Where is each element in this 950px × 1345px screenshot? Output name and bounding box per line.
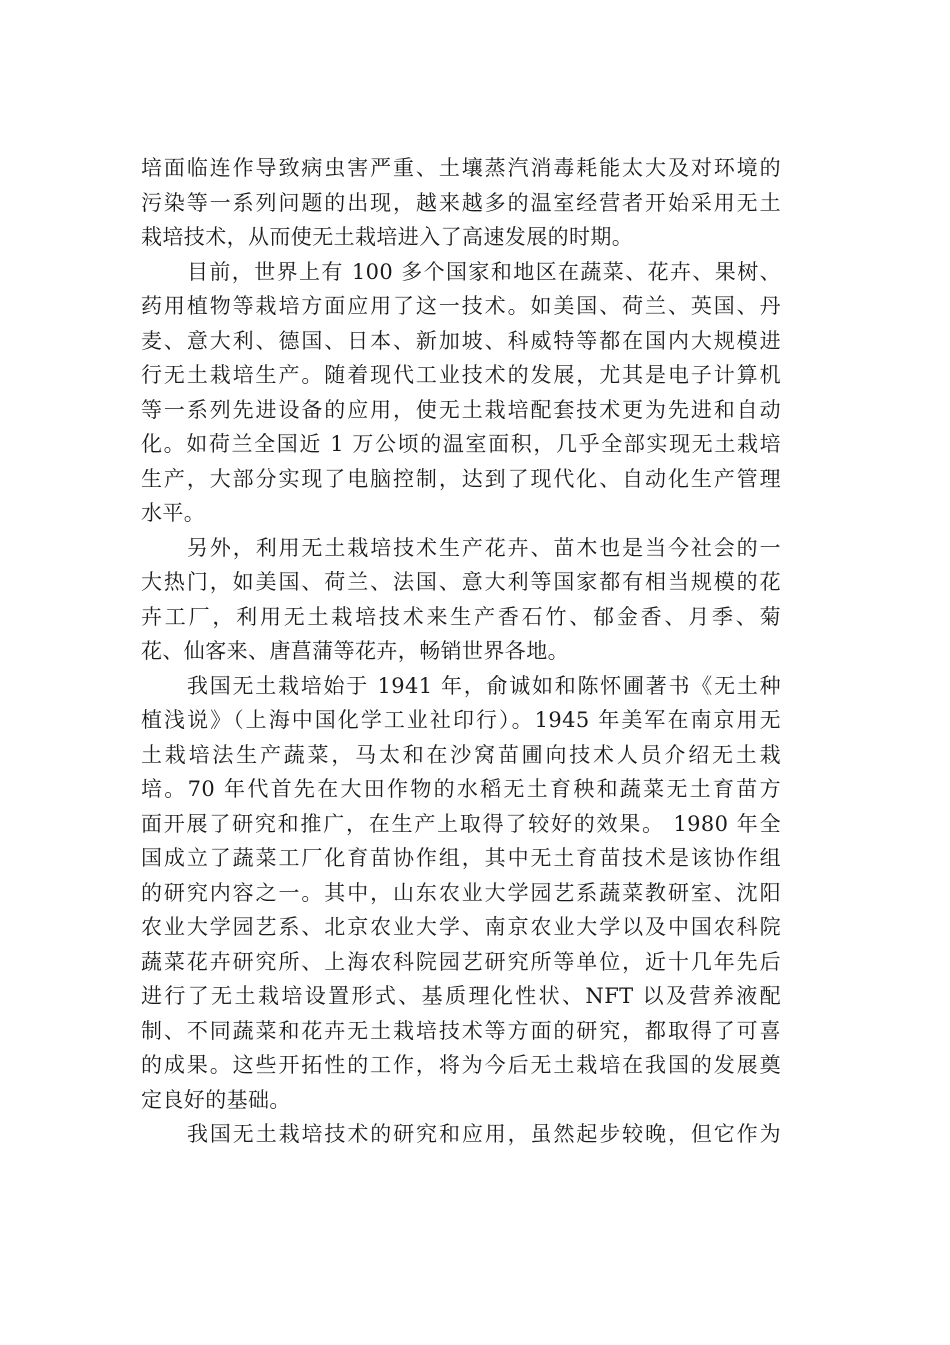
text-line: 麦、意大利、德国、日本、新加坡、科威特等都在国内大规模进 [141,328,781,353]
text-line: 土栽培法生产蔬菜，马太和在沙窝苗圃向技术人员介绍无土栽 [141,742,781,767]
text-line: 的成果。这些开拓性的工作，将为今后无土栽培在我国的发展奠 [141,1053,781,1077]
text-line: 另外，利用无土栽培技术生产花卉、苗木也是当今社会的一 [187,535,781,560]
text-line: 化。如荷兰全国近 1 万公顷的温室面积，几乎全部实现无土栽培 [141,432,781,456]
text-line: 栽培技术，从而使无土栽培进入了高速发展的时期。 [141,225,634,249]
text-line: 目前，世界上有 100 多个国家和地区在蔬菜、花卉、果树、 [187,259,781,284]
text-line: 我国无土栽培始于 1941 年，俞诚如和陈怀圃著书《无土种 [187,673,781,698]
text-line: 的研究内容之一。其中，山东农业大学园艺系蔬菜教研室、沈阳 [141,880,781,905]
text-line: 水平。 [141,501,206,525]
body-text [141,151,781,1152]
text-line: 制、不同蔬菜和花卉无土栽培技术等方面的研究，都取得了可喜 [141,1018,781,1043]
text-line: 卉工厂，利用无土栽培技术来生产香石竹、郁金香、月季、菊 [141,604,781,629]
text-line: 我国无土栽培技术的研究和应用，虽然起步较晚，但它作为 [187,1122,781,1146]
text-line: 大热门，如美国、荷兰、法国、意大利等国家都有相当规模的花 [141,570,781,594]
text-line: 培面临连作导致病虫害严重、土壤蒸汽消毒耗能太大及对环境的 [141,156,781,180]
text-line: 培。70 年代首先在大田作物的水稻无土育秧和蔬菜无土育苗方 [141,777,781,801]
text-line: 污染等一系列问题的出现，越来越多的温室经营者开始采用无土 [141,190,781,215]
text-line: 植浅说》（上海中国化学工业社印行）。1945 年美军在南京用无 [141,708,781,732]
text-line: 农业大学园艺系、北京农业大学、南京农业大学以及中国农科院 [141,915,781,939]
text-line: 进行了无土栽培设置形式、基质理化性状、NFT 以及营养液配 [141,984,781,1008]
text-line: 生产，大部分实现了电脑控制，达到了现代化、自动化生产管理 [141,466,781,491]
text-line: 国成立了蔬菜工厂化育苗协作组，其中无土育苗技术是该协作组 [141,846,781,870]
text-line: 定良好的基础。 [141,1087,291,1112]
text-line: 蔬菜花卉研究所、上海农科院园艺研究所等单位，近十几年先后 [141,949,781,974]
text-line: 面开展了研究和推广，在生产上取得了较好的效果。 1980 年全 [141,811,781,836]
text-line: 等一系列先进设备的应用，使无土栽培配套技术更为先进和自动 [141,397,781,422]
text-line: 行无土栽培生产。随着现代工业技术的发展，尤其是电子计算机 [141,363,781,387]
text-line: 药用植物等栽培方面应用了这一技术。如美国、荷兰、英国、丹 [141,294,781,318]
text-line: 花、仙客来、唐菖蒲等花卉，畅销世界各地。 [141,639,569,663]
